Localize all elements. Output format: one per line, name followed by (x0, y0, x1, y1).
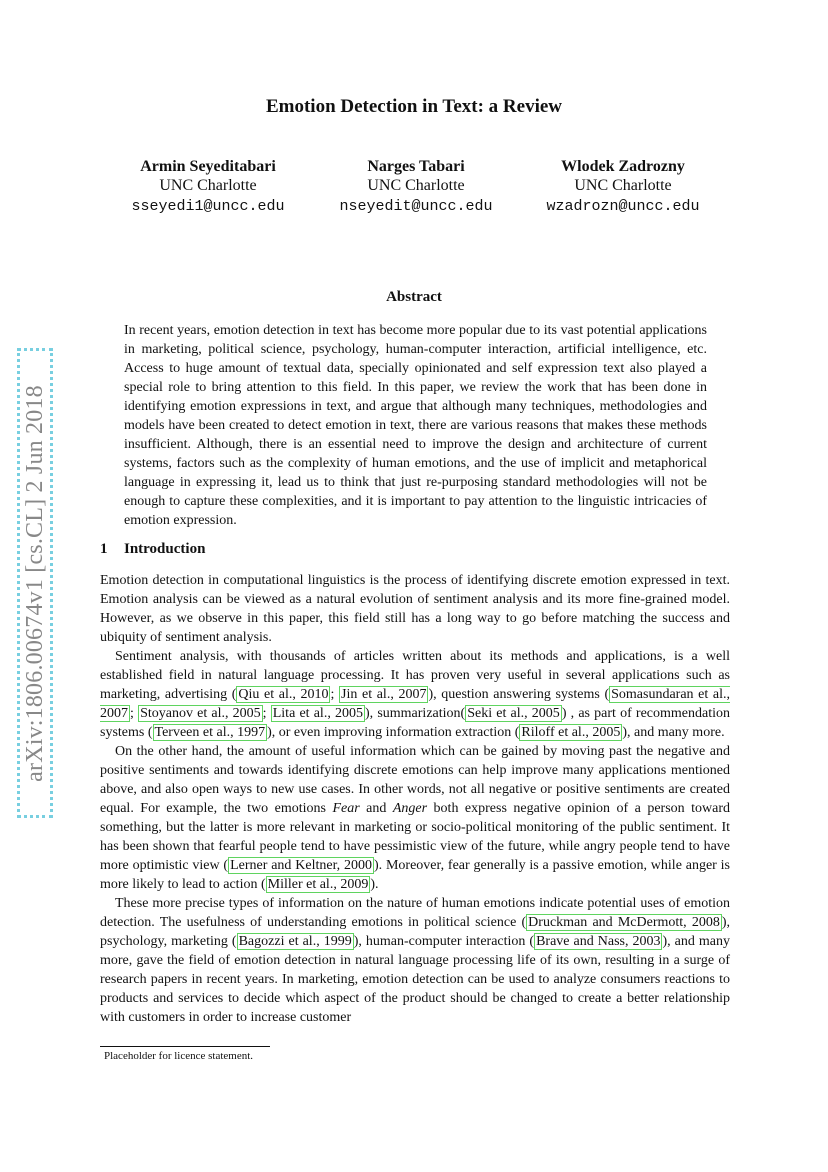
citation-link[interactable]: Jin et al., 2007 (341, 687, 427, 702)
section-number: 1 (100, 541, 108, 557)
paragraph-text: both express negative opinion of a person toward something, but the latter is more relevant in marketing or socio-political monitoring of the public sentiment. It has been shown that fearful people tend to have pessimistic view of the future, while angry people tend to have more optimistic view ( (100, 801, 731, 873)
author-name: Narges Tabari (367, 158, 465, 175)
footnote: Placeholder for licence statement. (104, 1050, 254, 1062)
paragraph-text: ), psychology, marketing ( (100, 915, 730, 949)
paragraph (100, 647, 730, 742)
citation-link[interactable]: Terveen et al., 1997 (154, 725, 266, 740)
abstract-heading: Abstract (386, 289, 442, 305)
author-affiliation: UNC Charlotte (367, 177, 465, 194)
citation-link[interactable]: Stoyanov et al., 2005 (140, 706, 261, 721)
paragraph-text: ; (262, 706, 271, 721)
author-name: Wlodek Zadrozny (561, 158, 685, 175)
paragraph-text: ), question answering systems ( (428, 687, 610, 702)
author-affiliation: UNC Charlotte (159, 177, 257, 194)
emphasis-text: Fear (332, 801, 360, 816)
section-title: Introduction (124, 541, 206, 557)
emphasis-text: Anger (392, 801, 428, 816)
paragraph-text: ). (370, 877, 379, 892)
paper-title: Emotion Detection in Text: a Review (265, 96, 563, 117)
citation-link[interactable]: Somasundaran et al., 2007 (100, 687, 730, 721)
paragraph: Emotion detection in computational linguistics is the process of identifying discrete emotion expressed in text. Emotion analysis can be viewed as a natural evolution of sentiment analysis and its more fine-grained model. However, as we observe in this paper, this field still has a long way to go before matching the success and ubiquity of sentiment analysis. (100, 573, 730, 645)
author-block-3 (513, 157, 733, 218)
paragraph-text: On the other hand, the amount of useful information which can be gained by moving past the negative and positive sentiments and towards identifying discrete emotions can help improve many applications mentioned above, and also open ways to new use cases. In other words, not all negative or positive sentiments are created equal. For example, the two emotions (100, 744, 730, 816)
paragraph-text: ; (330, 687, 340, 702)
paragraph (100, 742, 730, 894)
citation-link[interactable]: Qiu et al., 2010 (238, 687, 329, 702)
arxiv-identifier: arXiv:1806.00674v1 [cs.CL] 2 Jun 2018 (21, 384, 48, 782)
paragraph-text: ), and many more, gave the field of emotion detection in natural language processing life of its own, resulting in a surge of research papers in recent years. In marketing, emotion detection can be used to analyze consumers reactions to products and services to decide which aspect of the product should be changed to create a better relationship with customers in order to increase customer (100, 934, 730, 1025)
author-email: sseyedi1@uncc.edu (131, 198, 285, 215)
author-email: nseyedit@uncc.edu (339, 198, 493, 215)
citation-link[interactable]: Lerner and Keltner, 2000 (230, 858, 372, 873)
citation-link[interactable]: Brave and Nass, 2003 (536, 934, 661, 949)
paragraph-text: ) , as part of recommendation systems ( (100, 706, 730, 740)
body-text (100, 571, 730, 1027)
footnote-rule (100, 1046, 270, 1047)
citation-link[interactable]: Lita et al., 2005 (272, 706, 363, 721)
citation-link[interactable]: Riloff et al., 2005 (521, 725, 621, 740)
author-block-2 (306, 157, 526, 218)
section-heading (100, 541, 205, 558)
citation-link[interactable]: Miller et al., 2009 (267, 877, 369, 892)
author-affiliation: UNC Charlotte (574, 177, 672, 194)
citation-link[interactable]: Druckman and McDermott, 2008 (528, 915, 720, 930)
citation-link[interactable]: Bagozzi et al., 1999 (238, 934, 352, 949)
author-block-1 (98, 157, 318, 218)
paragraph-text: ), summarization( (365, 706, 466, 721)
paragraph-text: ; (130, 706, 139, 721)
arxiv-identifier-stamp[interactable] (17, 348, 53, 818)
paragraph-text: ), human-computer interaction ( (353, 934, 535, 949)
citation-link[interactable]: Seki et al., 2005 (467, 706, 560, 721)
paragraph-text: ), and many more. (622, 725, 725, 740)
abstract-text: In recent years, emotion detection in text has become more popular due to its vast potential applications in marketing, political science, psychology, human-computer interaction, artificial intelligence, etc. Access to huge amount of textual data, specially opinionated and self expression text also played a special role to bring attention to this field. In this paper, we review the work that has been done in identifying emotion expressions in text, and argue that although many techniques, methodologies and models have been created to detect emotion in text, there are various reasons that makes these methods insufficient. Although, there is an essential need to improve the design and architecture of current systems, factors such as the complexity of human emotions, and the use of implicit and metaphorical language in expressing it, lead us to think that just re-purposing standard methodologies will not be enough to capture these complexities, and it is important to pay attention to the linguistic intricacies of emotion expression. (124, 323, 707, 528)
paragraph-text: ). Moreover, fear generally is a passive emotion, while anger is more likely to lead to action ( (100, 858, 730, 892)
paragraph-text: These more precise types of information on the nature of human emotions indicate potential uses of emotion detection. The usefulness of understanding emotions in political science ( (100, 896, 730, 930)
author-name: Armin Seyeditabari (140, 158, 276, 175)
author-email: wzadrozn@uncc.edu (546, 198, 700, 215)
paragraph-text: ), or even improving information extraction ( (267, 725, 520, 740)
paragraph-text: Sentiment analysis, with thousands of articles written about its methods and applications, is a well established field in natural language processing. It has proven very useful in several applications such as marketing, advertising ( (100, 649, 730, 702)
paragraph-text: and (359, 801, 393, 816)
paragraph (100, 894, 730, 1027)
